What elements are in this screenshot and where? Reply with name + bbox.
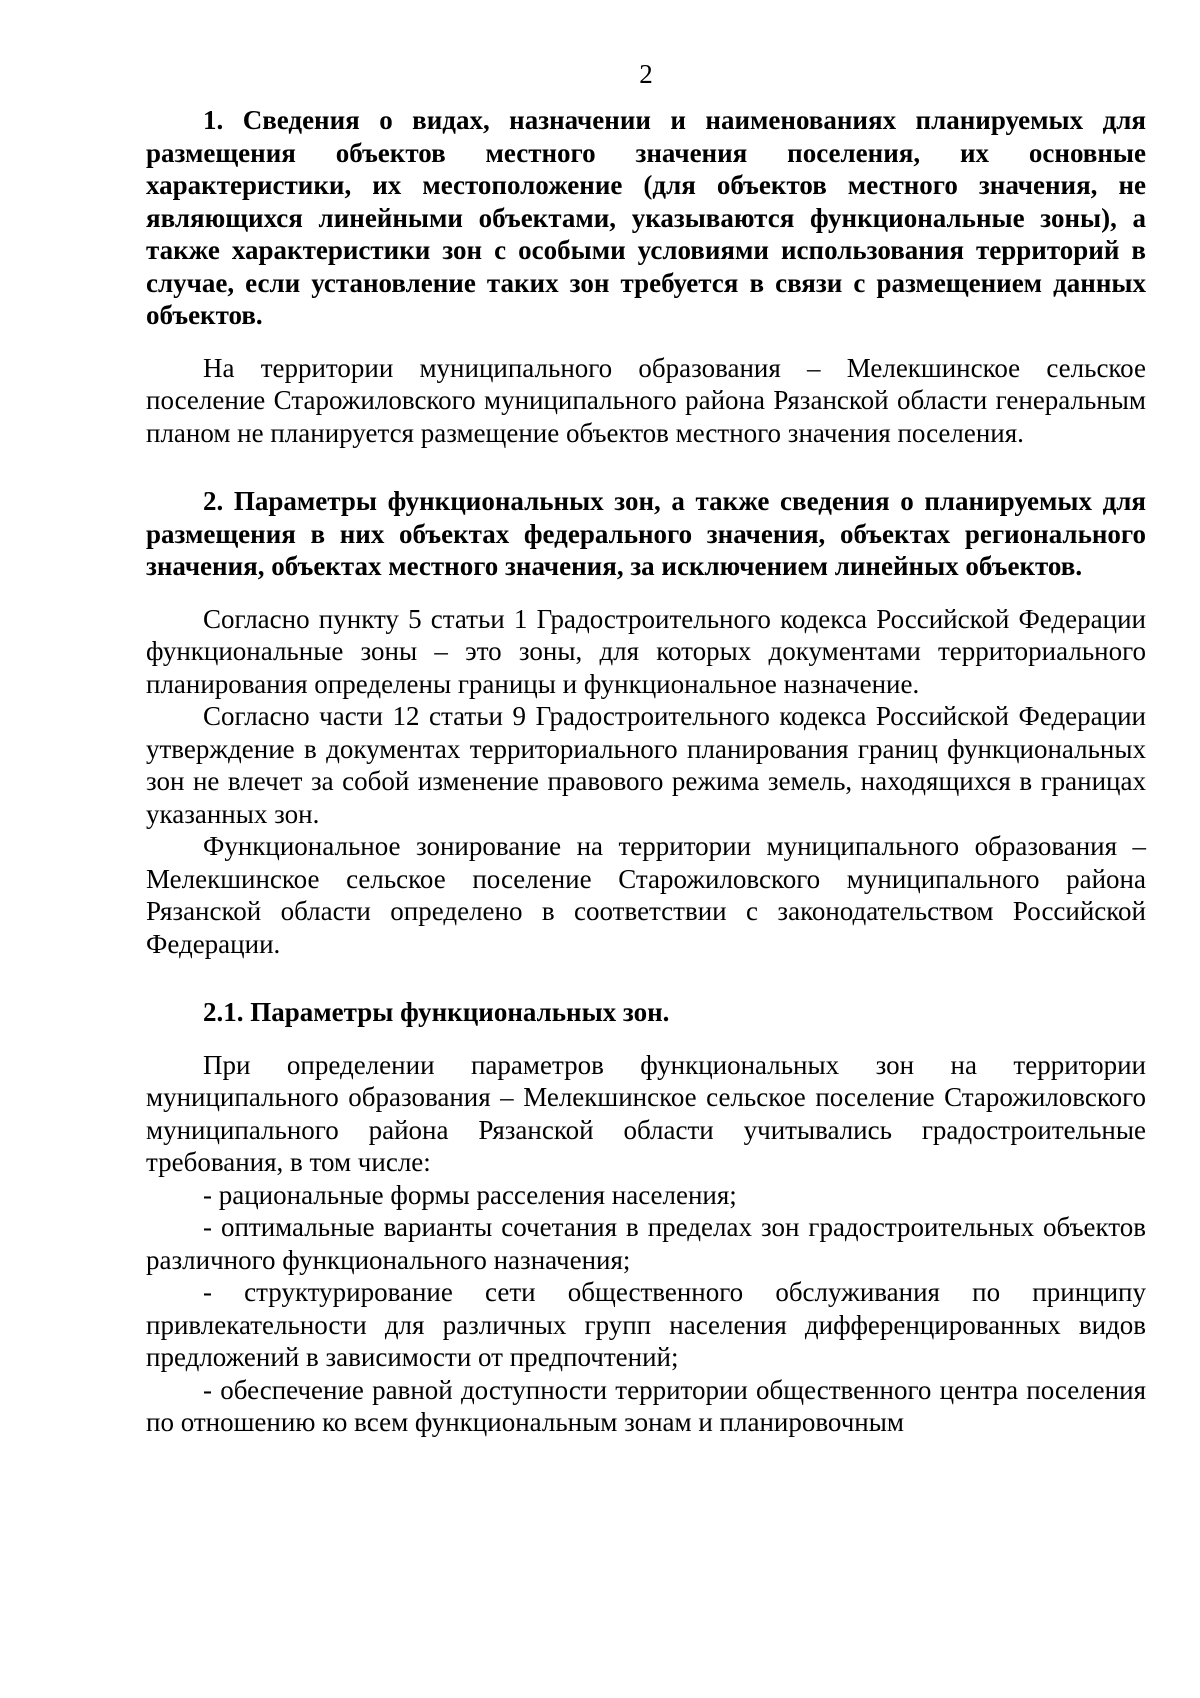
document-page xyxy=(146,58,1146,1439)
section-2-1-list-item-4: - обеспечение равной доступности территории общественного центра поселения по отношению ко всем функциональным зонам и планировочным xyxy=(146,1374,1146,1437)
section-2-heading: 2. Параметры функциональных зон, а также сведения о планируемых для размещения в них объектах федерального значения, объектах регионального значения, объектах местного значения, за исключением линейных объектов. xyxy=(146,486,1146,581)
spacer xyxy=(146,449,1146,485)
spacer xyxy=(146,583,1146,603)
section-1-paragraph-1: На территории муниципального образования – Мелекшинское сельское поселение Старожиловского муниципального района Рязанской области генеральным планом не планируется размещение объектов местного значения поселения. xyxy=(146,352,1146,448)
section-2-paragraph-3: Функциональное зонирование на территории муниципального образования – Мелекшинское сельское поселение Старожиловского муниципального района Рязанской области определено в соответствии с законодательством Российской Федерации. xyxy=(146,831,1146,959)
section-2-1-list-item-3: - структурирование сети общественного обслуживания по принципу привлекательности для различных групп населения дифференцированных видов предложений в зависимости от предпочтений; xyxy=(146,1277,1146,1372)
spacer xyxy=(146,1029,1146,1049)
section-2-paragraph-1: Согласно пункту 5 статьи 1 Градостроительного кодекса Российской Федерации функциональные зоны – это зоны, для которых документами территориального планирования определены границы и функциональное назначение. xyxy=(146,603,1146,699)
spacer xyxy=(146,960,1146,996)
section-2-paragraph-2: Согласно части 12 статьи 9 Градостроительного кодекса Российской Федерации утверждение в документах территориального планирования границ функциональных зон не влечет за собой изменение правового режима земель, находящихся в границах указанных зон. xyxy=(146,701,1146,829)
section-2-1-list-item-1: - рациональные формы расселения населения; xyxy=(203,1179,737,1210)
section-2-1-heading: 2.1. Параметры функциональных зон. xyxy=(203,997,670,1027)
page-number: 2 xyxy=(639,59,653,89)
spacer xyxy=(146,332,1146,352)
section-2-1-list-item-2: - оптимальные варианты сочетания в пределах зон градостроительных объектов различного функционального назначения; xyxy=(146,1212,1146,1275)
section-1-heading: 1. Сведения о видах, назначении и наименованиях планируемых для размещения объектов местного значения поселения, их основные характеристики, их местоположение (для объектов местного значения, не являющихся линейными объектами, указываются функциональные зоны), а также характеристики зон с особыми условиями использования территорий в случае, если установление таких зон требуется в связи с размещением данных объектов. xyxy=(146,105,1146,330)
section-2-1-paragraph-1: При определении параметров функциональных зон на территории муниципального образования – Мелекшинское сельское поселение Старожиловского муниципального района Рязанской области учитывались градостроительные требования, в том числе: xyxy=(146,1049,1146,1177)
